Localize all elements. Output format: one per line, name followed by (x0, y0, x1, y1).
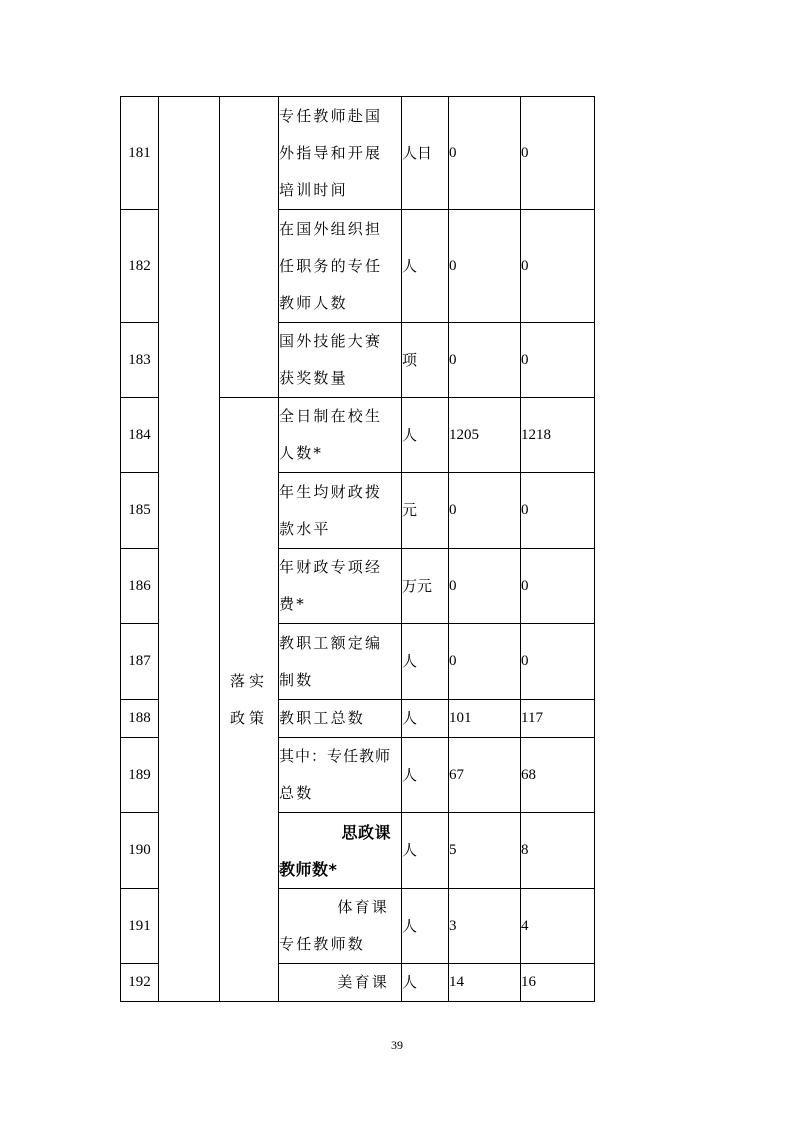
value-cell-1: 101 (449, 700, 521, 738)
value-cell-2: 0 (521, 624, 595, 700)
unit-cell: 人 (402, 700, 449, 738)
indicator-name: 专任教师赴国 外指导和开展 培训时间 (279, 97, 402, 210)
value-cell-1: 0 (449, 210, 521, 323)
table-row (121, 97, 595, 210)
row-number: 181 (121, 97, 159, 210)
unit-cell: 人 (402, 813, 449, 889)
row-number: 191 (121, 889, 159, 964)
row-number: 184 (121, 398, 159, 473)
indicator-name: 教职工额定编 制数 (279, 624, 402, 700)
value-cell-2: 0 (521, 473, 595, 549)
indicator-name: 美育课 (279, 964, 402, 1002)
row-number: 189 (121, 738, 159, 813)
value-cell-1: 3 (449, 889, 521, 964)
row-number: 185 (121, 473, 159, 549)
value-cell-1: 1205 (449, 398, 521, 473)
value-cell-1: 0 (449, 473, 521, 549)
unit-cell: 人 (402, 889, 449, 964)
value-cell-1: 0 (449, 549, 521, 624)
category-b-cell-prev (220, 97, 279, 398)
value-cell-1: 14 (449, 964, 521, 1002)
row-number: 183 (121, 323, 159, 398)
unit-cell: 人日 (402, 97, 449, 210)
indicator-name: 年财政专项经 费* (279, 549, 402, 624)
unit-cell: 人 (402, 398, 449, 473)
indicator-name: 国外技能大赛 获奖数量 (279, 323, 402, 398)
unit-cell: 人 (402, 624, 449, 700)
indicator-name: 全日制在校生 人数* (279, 398, 402, 473)
indicator-name: 思政课 教师数* (279, 813, 402, 889)
row-number: 187 (121, 624, 159, 700)
indicator-name: 其中：专任教师 总数 (279, 738, 402, 813)
row-number: 192 (121, 964, 159, 1002)
value-cell-2: 8 (521, 813, 595, 889)
value-cell-1: 5 (449, 813, 521, 889)
unit-cell: 人 (402, 210, 449, 323)
row-number: 182 (121, 210, 159, 323)
value-cell-2: 117 (521, 700, 595, 738)
indicator-name: 在国外组织担 任职务的专任 教师人数 (279, 210, 402, 323)
indicator-name: 教职工总数 (279, 700, 402, 738)
indicator-table (120, 96, 595, 1002)
unit-cell: 元 (402, 473, 449, 549)
row-number: 190 (121, 813, 159, 889)
category-a-cell (159, 97, 220, 1002)
value-cell-2: 1218 (521, 398, 595, 473)
value-cell-2: 4 (521, 889, 595, 964)
row-number: 186 (121, 549, 159, 624)
value-cell-1: 0 (449, 97, 521, 210)
unit-cell: 人 (402, 964, 449, 1002)
unit-cell: 项 (402, 323, 449, 398)
indicator-name: 年生均财政拨 款水平 (279, 473, 402, 549)
value-cell-2: 0 (521, 323, 595, 398)
value-cell-2: 68 (521, 738, 595, 813)
unit-cell: 人 (402, 738, 449, 813)
page-number: 39 (391, 1038, 403, 1052)
value-cell-2: 0 (521, 210, 595, 323)
value-cell-2: 0 (521, 97, 595, 210)
value-cell-2: 0 (521, 549, 595, 624)
value-cell-1: 0 (449, 624, 521, 700)
value-cell-2: 16 (521, 964, 595, 1002)
category-b-cell: 落实 政策 (220, 398, 279, 1002)
value-cell-1: 0 (449, 323, 521, 398)
unit-cell: 万元 (402, 549, 449, 624)
row-number: 188 (121, 700, 159, 738)
value-cell-1: 67 (449, 738, 521, 813)
indicator-name: 体育课 专任教师数 (279, 889, 402, 964)
